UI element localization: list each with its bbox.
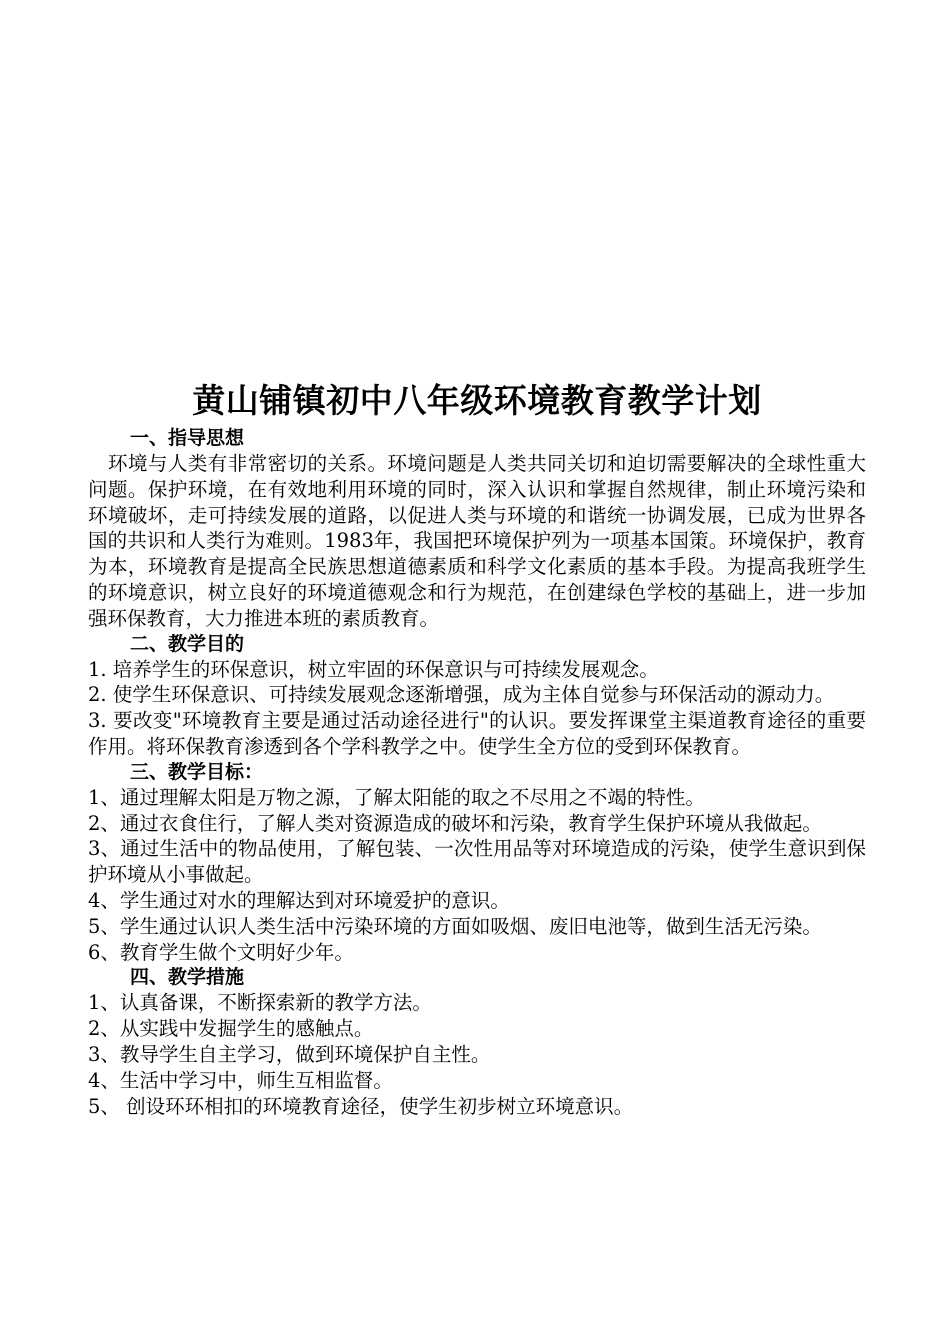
list-item: 5、 创设环环相扣的环境教育途径，使学生初步树立环境意识。 bbox=[88, 1094, 634, 1118]
list-item: 4、生活中学习中，师生互相监督。 bbox=[88, 1068, 393, 1092]
document-body bbox=[88, 378, 866, 1119]
list-item: 4、学生通过对水的理解达到对环境爱护的意识。 bbox=[88, 888, 510, 912]
section-heading: 三、教学目标： bbox=[130, 760, 264, 783]
section-heading: 一、指导思想 bbox=[130, 427, 245, 449]
list-item: 2、从实践中发掘学生的感触点。 bbox=[88, 1017, 374, 1041]
list-item: 6、教育学生做个文明好少年。 bbox=[88, 940, 354, 964]
list-item: 1、通过理解太阳是万物之源，了解太阳能的取之不尽用之不竭的特性。 bbox=[88, 785, 705, 809]
section-teaching-purpose bbox=[88, 632, 866, 760]
section-heading: 四、教学措施 bbox=[130, 966, 245, 989]
section-paragraph: 环境与人类有非常密切的关系。环境问题是人类共同关切和迫切需要解决的全球性重大问题。保护环境，在有效地利用环境的同时，深入认识和掌握自然规律，制止环境污染和环境破坏，走可持续发展的道路，以促进人类与环境的和谐统一协调发展，已成为世界各国的共识和人类行为难则。1983年，我国把环境保护列为一项基本国策。环境保护，教育为本，环境教育是提高全民族思想道德素质和科学文化素质的基本手段。为提高我班学生的环境意识，树立良好的环境道德观念和行为规范，在创建绿色学校的基础上，进一步加强环保教育，大力推进本班的素质教育。 bbox=[88, 452, 866, 630]
list-item: 3、通过生活中的物品使用，了解包装、一次性用品等对环境造成的污染，使学生意识到保护环境从小事做起。 bbox=[88, 837, 866, 887]
section-teaching-measures bbox=[88, 965, 866, 1119]
section-teaching-goals bbox=[88, 760, 866, 966]
section-heading: 二、教学目的 bbox=[130, 632, 245, 655]
list-item: 3. 要改变"环境教育主要是通过活动途径进行"的认识。要发挥课堂主渠道教育途径的重要作用。将环保教育渗透到各个学科教学之中。使学生全方位的受到环保教育。 bbox=[88, 709, 866, 758]
list-item: 1. 培养学生的环保意识，树立牢固的环保意识与可持续发展观念。 bbox=[88, 657, 659, 681]
list-item: 3、教导学生自主学习，做到环境保护自主性。 bbox=[88, 1042, 491, 1066]
document-title: 黄山铺镇初中八年级环境教育教学计划 bbox=[192, 381, 762, 420]
list-item: 2、通过衣食住行，了解人类对资源造成的破坏和污染，教育学生保护环境从我做起。 bbox=[88, 811, 822, 835]
list-item: 1、认真备课，不断探索新的教学方法。 bbox=[88, 991, 432, 1015]
list-item: 5、学生通过认识人类生活中污染环境的方面如吸烟、废旧电池等，做到生活无污染。 bbox=[88, 914, 822, 938]
section-guiding-thought bbox=[88, 426, 866, 632]
list-item: 2. 使学生环保意识、可持续发展观念逐渐增强，成为主体自觉参与环保活动的源动力。 bbox=[88, 683, 835, 707]
